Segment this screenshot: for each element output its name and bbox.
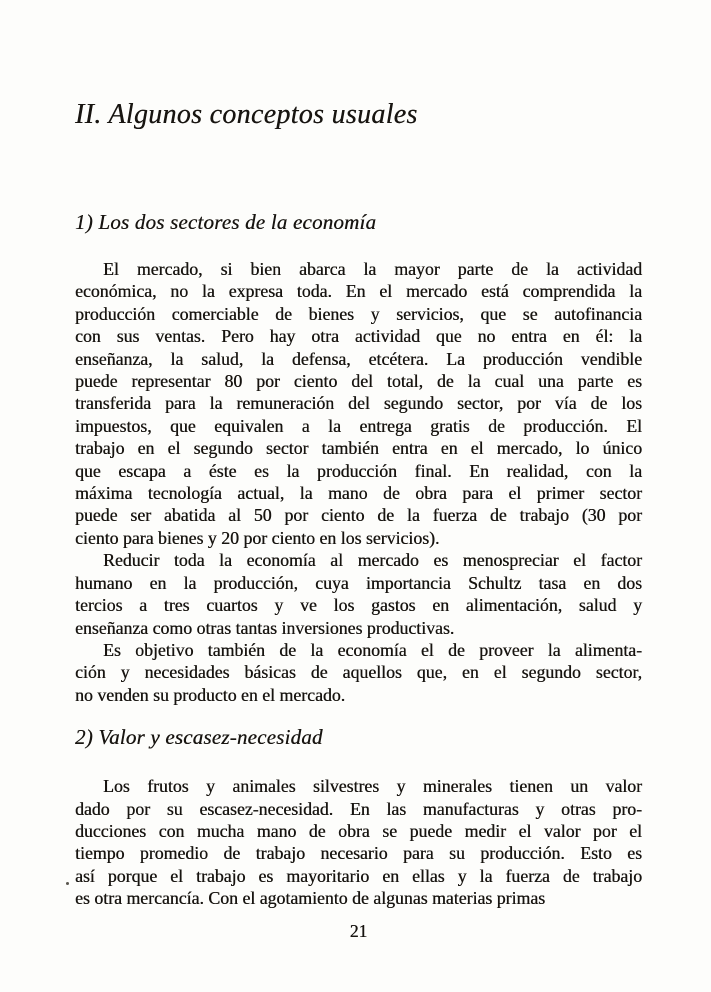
text-line: enseñanza como otras tantas inversiones productivas.	[75, 617, 455, 638]
chapter-title: II. Algunos conceptos usuales	[75, 99, 418, 130]
text-line: es otra mercancía. Con el agotamiento de algunas materias primas	[75, 888, 546, 909]
text-line: El mercado, si bien abarca la mayor parte de la actividad	[103, 259, 642, 279]
body-text	[75, 775, 642, 909]
text-line: Es objetivo también de la economía el de proveer la alimenta-	[103, 639, 642, 660]
text-line: económica, no la expresa toda. En el mercado está comprendida la	[75, 281, 642, 302]
text-line: puede representar 80 por ciento del total, de la cual una parte es	[75, 371, 642, 392]
text-line: ción y necesidades básicas de aquellos que, en el segundo sector,	[75, 662, 642, 683]
section	[75, 208, 642, 706]
text-line: ciento para bienes y 20 por ciento en los servicios).	[75, 527, 440, 548]
text-line: tercios a tres cuartos y ve los gastos en alimentación, salud y	[75, 595, 642, 616]
text-line: que escapa a éste es la producción final. En realidad, con la	[75, 460, 642, 481]
body-text	[75, 258, 642, 706]
text-line: con sus ventas. Pero hay otra actividad que no entra en él: la	[75, 326, 642, 347]
text-line: puede ser abatida al 50 por ciento de la fuerza de trabajo (30 por	[75, 505, 642, 526]
text-line: ducciones con mucha mano de obra se puede medir el valor por el	[75, 820, 642, 841]
text-line: impuestos, que equivalen a la entrega gratis de producción. El	[75, 415, 642, 436]
page-number: 21	[349, 920, 368, 941]
section	[75, 723, 642, 909]
text-line: Reducir toda la economía al mercado es menospreciar el factor	[103, 550, 642, 571]
paragraph	[75, 549, 642, 639]
text-line: trabajo en el segundo sector también entra en el mercado, lo único	[75, 438, 642, 459]
text-line: dado por su escasez-necesidad. En las manufacturas y otras pro-	[75, 798, 642, 819]
text-line: tiempo promedio de trabajo necesario para su producción. Esto es	[75, 843, 642, 864]
text-line: Los frutos y animales silvestres y minerales tienen un valor	[103, 776, 642, 797]
text-line: máxima tecnología actual, la mano de obra para el primer sector	[75, 483, 642, 504]
text-line: enseñanza, la salud, la defensa, etcétera. La producción vendible	[75, 348, 642, 369]
ink-speck	[66, 882, 69, 885]
page-content	[75, 0, 642, 943]
sections	[75, 208, 642, 910]
text-line: transferida para la remuneración del segundo sector, por vía de los	[75, 393, 642, 414]
paragraph	[75, 775, 642, 909]
text-line: humano en la producción, cuya importancia Schultz tasa en dos	[75, 572, 642, 593]
text-line: no venden su producto en el mercado.	[75, 684, 346, 705]
text-line: producción comerciable de bienes y servicios, que se autofinancia	[75, 303, 642, 324]
section-heading: 2) Valor y escasez-necesidad	[75, 725, 323, 750]
paragraph	[75, 639, 642, 706]
paragraph	[75, 258, 642, 549]
text-line: así porque el trabajo es mayoritario en ellas y la fuerza de trabajo	[75, 865, 642, 886]
section-heading: 1) Los dos sectores de la economía	[75, 210, 377, 234]
